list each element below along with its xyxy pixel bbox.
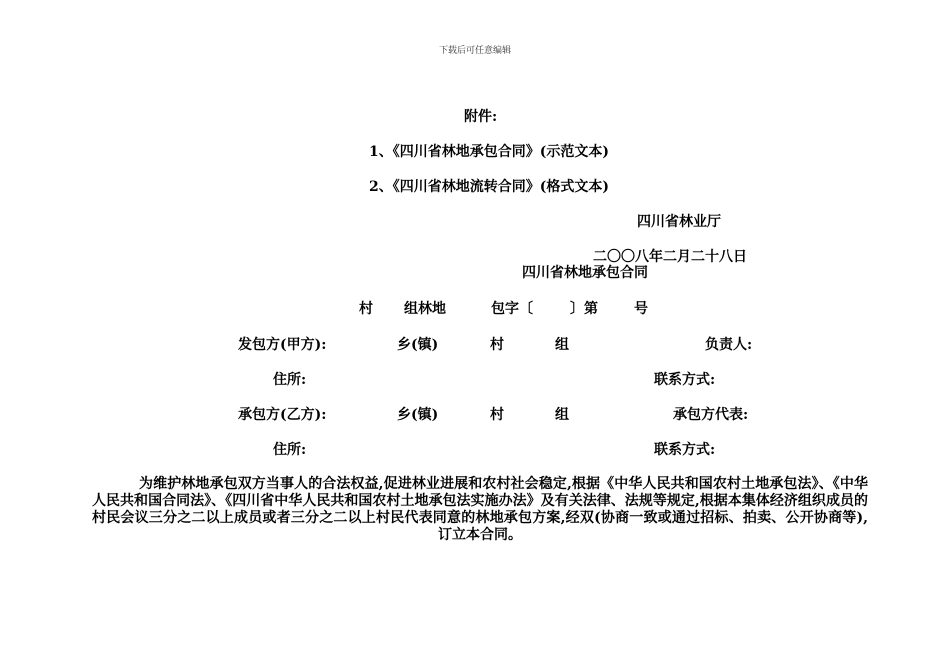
party-a-label: 发包方(甲方): xyxy=(238,337,327,353)
attachment-item-2: 2、《四川省林地流转合同》(格式文本) xyxy=(369,179,609,195)
party-a-responsible: 负责人: xyxy=(705,337,753,353)
party-b-group: 组 xyxy=(555,407,569,423)
party-b-village: 村 xyxy=(490,407,504,423)
contract-number-bao-zi: 包字〔 xyxy=(491,301,533,317)
party-b-contact: 联系方式: xyxy=(654,442,716,458)
party-a-township: 乡(镇) xyxy=(397,337,439,353)
preamble-text: 为维护林地承包双方当事人的合法权益,促进林业进展和农村社会稳定,根据《中华人民共和国农村土地承包法》、《中华人民共和国合同法》、《四川省中华人民共和国农村土地承包法实施办法》及有关法律、法规等规定,根据本集体经济组织成员的村民会议三分之二以上成员或者三分之二以上村民代表同意的林地承包方案,经双(协商一致或通过招标、拍卖、公开协商等),订立本合同。 xyxy=(92,476,868,543)
party-b-label: 承包方(乙方): xyxy=(238,407,327,423)
party-a-village: 村 xyxy=(490,337,504,353)
contract-number-village: 村 xyxy=(359,301,373,317)
contract-number-group-forest: 组林地 xyxy=(404,301,446,317)
party-b-representative: 承包方代表: xyxy=(673,407,749,423)
issuer: 四川省林业厅 xyxy=(637,214,721,230)
party-a-group: 组 xyxy=(555,337,569,353)
party-b-township: 乡(镇) xyxy=(397,407,439,423)
party-a-address: 住所: xyxy=(273,372,307,388)
preamble-paragraph xyxy=(92,476,868,544)
contract-title: 四川省林地承包合同 xyxy=(522,265,648,281)
issue-date: 二〇〇八年二月二十八日 xyxy=(593,249,747,265)
party-b-address: 住所: xyxy=(273,442,307,458)
party-a-contact: 联系方式: xyxy=(654,372,716,388)
header-note: 下载后可任意编辑 xyxy=(438,46,511,56)
contract-number-di: 〕第 xyxy=(570,301,598,317)
attachment-title: 附件: xyxy=(464,109,498,125)
contract-number-hao: 号 xyxy=(634,301,648,317)
attachment-item-1: 1、《四川省林地承包合同》(示范文本) xyxy=(369,144,609,160)
